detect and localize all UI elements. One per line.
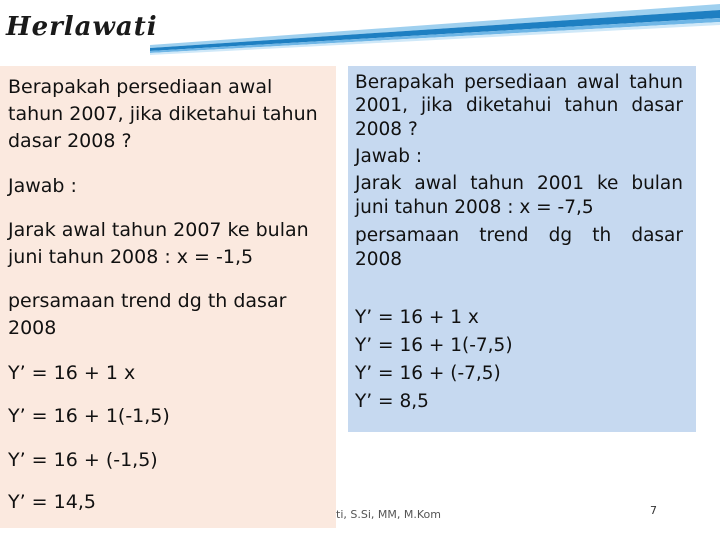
left-question-line-1: Berapakah persediaan awal [8, 76, 273, 98]
footer-author: ti, S.Si, MM, M.Kom [336, 508, 441, 521]
brand-title: Herlawati [6, 12, 158, 42]
left-equation-3: Y’ = 16 + (-1,5) [8, 449, 158, 471]
right-equation-1: Y’ = 16 + 1 x [355, 307, 479, 328]
left-jawab-label: Jawab : [8, 175, 77, 197]
right-line-7: persamaan trend dg th dasar [355, 225, 683, 246]
left-equation-2: Y’ = 16 + 1(-1,5) [8, 405, 170, 427]
left-persamaan-line-2: 2008 [8, 317, 57, 339]
right-line-6: juni tahun 2008 : x = -7,5 [355, 197, 594, 218]
right-equation-3: Y’ = 16 + (-7,5) [355, 363, 501, 384]
left-question-line-2: tahun 2007, jika diketahui tahun [8, 103, 318, 125]
left-equation-4: Y’ = 14,5 [8, 491, 96, 513]
right-equation-2: Y’ = 16 + 1(-7,5) [355, 335, 513, 356]
left-jarak-line-1: Jarak awal tahun 2007 ke bulan [8, 219, 309, 241]
right-line-3: 2008 ? [355, 119, 418, 140]
left-jarak-line-2: juni tahun 2008 : x = -1,5 [8, 246, 254, 268]
right-answer-panel [348, 66, 696, 432]
right-line-2: 2001, jika diketahui tahun dasar [355, 95, 683, 116]
left-question-line-3: dasar 2008 ? [8, 130, 132, 152]
left-equation-1: Y’ = 16 + 1 x [8, 362, 136, 384]
page-number: 7 [650, 504, 657, 517]
slide-header [0, 0, 720, 60]
right-line-1: Berapakah persediaan awal tahun [355, 72, 683, 93]
left-persamaan-line-1: persamaan trend dg th dasar [8, 290, 287, 312]
right-line-8: 2008 [355, 249, 403, 270]
right-line-5: Jarak awal tahun 2001 ke bulan [355, 173, 683, 194]
left-answer-panel [0, 66, 336, 528]
right-jawab-label: Jawab : [355, 146, 423, 167]
right-equation-4: Y’ = 8,5 [355, 391, 429, 412]
